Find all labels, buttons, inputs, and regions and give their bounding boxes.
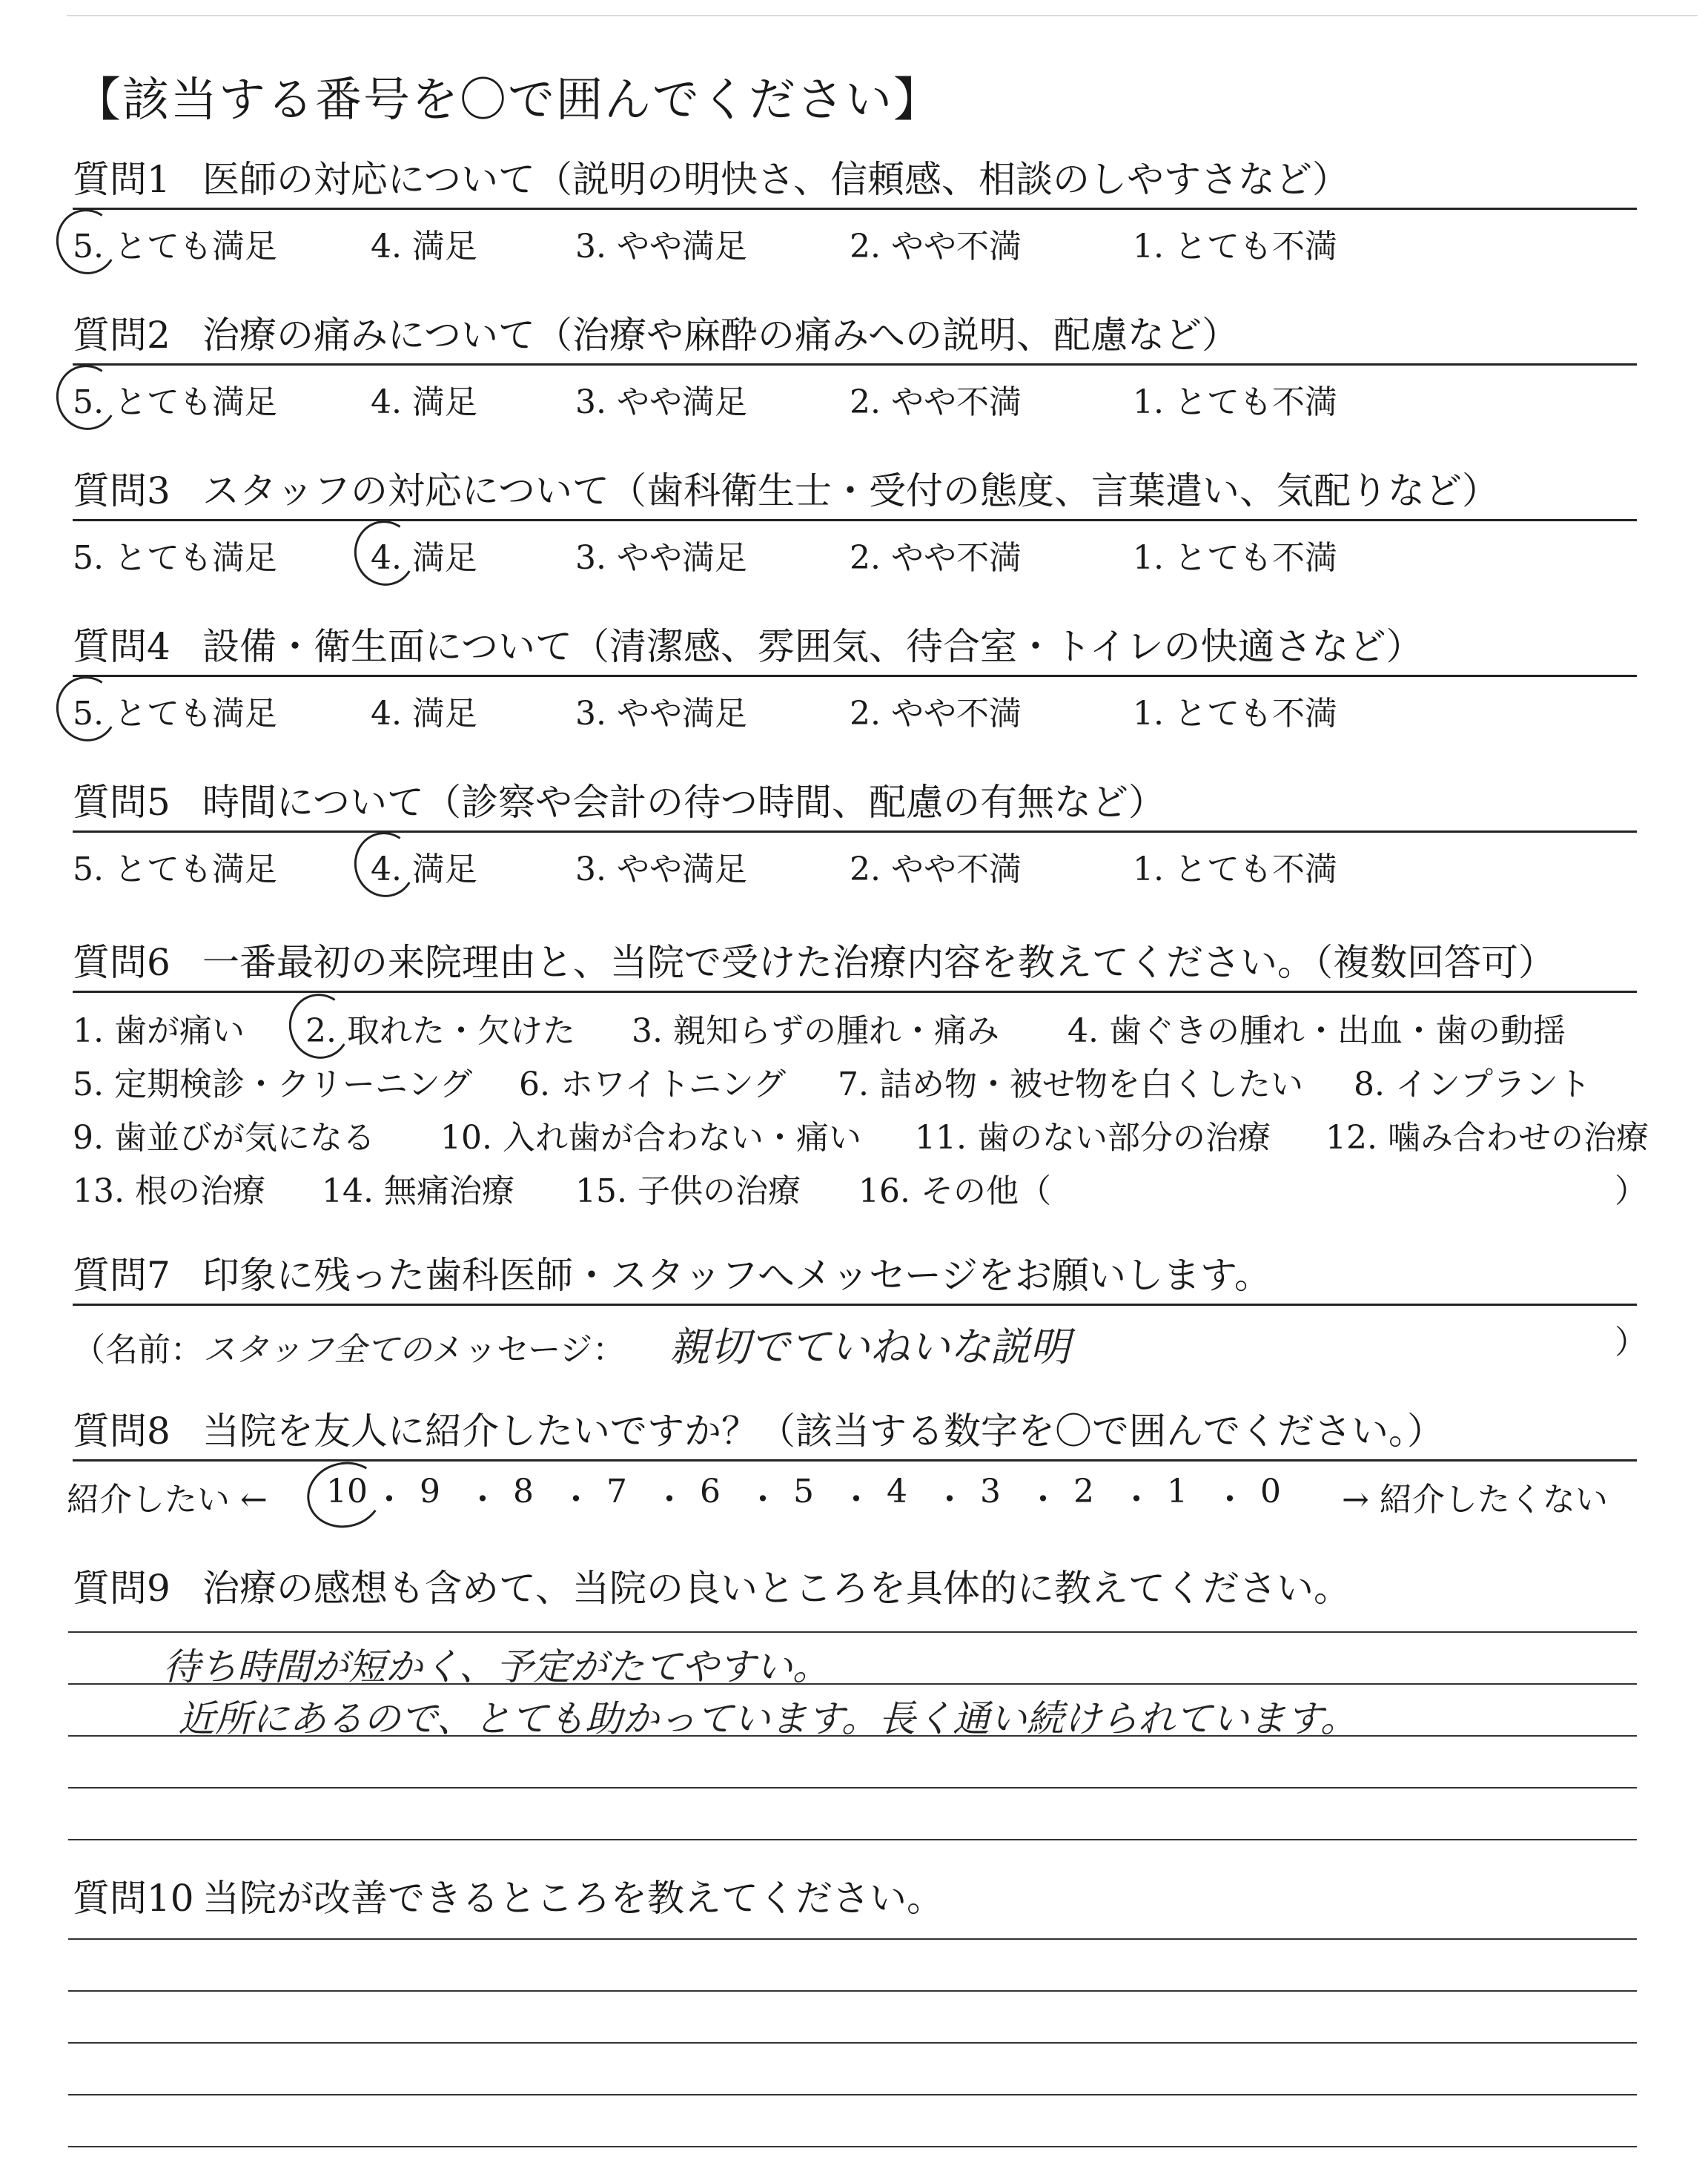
question-number: 質問5 bbox=[73, 781, 171, 824]
rating-option-label: 5. とても満足 bbox=[73, 851, 277, 888]
scale-value-label: 8 bbox=[513, 1473, 534, 1510]
answer-line bbox=[68, 2146, 1637, 2147]
message-label: メッセージ： bbox=[431, 1331, 626, 1369]
rating-option-label: 4. 満足 bbox=[371, 695, 477, 733]
q6-row bbox=[0, 1004, 1708, 1057]
rating-options bbox=[0, 219, 1708, 264]
question-1-title bbox=[73, 157, 1637, 210]
name-value[interactable]: スタッフ全ての bbox=[203, 1331, 431, 1369]
question-text: 治療の痛みについて（治療や麻酔の痛みへの説明、配慮など） bbox=[202, 314, 1239, 357]
rating-option[interactable] bbox=[575, 531, 747, 578]
scale-value-label: 9 bbox=[420, 1473, 440, 1510]
scale-separator: ・ bbox=[1214, 1481, 1246, 1519]
rating-option[interactable] bbox=[371, 531, 477, 578]
question-text: 当院が改善できるところを教えてください。 bbox=[202, 1877, 944, 1920]
rating-option[interactable] bbox=[1133, 531, 1337, 578]
rating-option-label: 3. やや満足 bbox=[575, 383, 747, 421]
q6-option-7[interactable]: 7. 詰め物・被せ物を白くしたい bbox=[838, 1066, 1303, 1103]
q6-option-16-close: ） bbox=[1615, 1172, 1647, 1210]
rating-option-label: 5. とても満足 bbox=[73, 539, 277, 577]
message-value[interactable]: 親切でていねいな説明 bbox=[669, 1324, 1070, 1370]
rating-option[interactable] bbox=[73, 687, 277, 734]
scale-value-label: 3 bbox=[980, 1473, 1001, 1510]
rating-options bbox=[0, 842, 1708, 887]
rating-option[interactable] bbox=[371, 219, 477, 267]
question-5-title bbox=[73, 780, 1637, 833]
selection-circle bbox=[50, 203, 124, 280]
question-10-title bbox=[73, 1876, 1637, 1926]
rating-option[interactable] bbox=[850, 219, 1022, 267]
rating-option-label: 1. とても不満 bbox=[1133, 851, 1337, 888]
selection-circle bbox=[348, 515, 422, 591]
question-number: 質問8 bbox=[73, 1410, 171, 1453]
question-2-title bbox=[73, 313, 1637, 366]
rating-option-label: 2. やや不満 bbox=[850, 228, 1022, 265]
rating-option-label: 2. やや不満 bbox=[850, 383, 1022, 421]
scale-value[interactable] bbox=[700, 1473, 721, 1510]
rating-options bbox=[0, 531, 1708, 575]
scale-separator: ・ bbox=[1027, 1481, 1059, 1519]
top-rule bbox=[67, 15, 1698, 16]
page-heading: 【該当する番号を〇で囲んでください】 bbox=[74, 73, 941, 127]
rating-option-label: 4. 満足 bbox=[371, 851, 477, 888]
rating-option[interactable] bbox=[73, 531, 277, 578]
question-text: スタッフの対応について（歯科衛生士・受付の態度、言葉遣い、気配りなど） bbox=[202, 469, 1499, 512]
rating-option[interactable] bbox=[850, 687, 1022, 734]
q6-option-2[interactable] bbox=[305, 1004, 575, 1051]
rating-option[interactable] bbox=[1133, 375, 1337, 423]
rating-option[interactable] bbox=[73, 375, 277, 423]
answer-line bbox=[68, 1990, 1637, 1992]
rating-option-label: 1. とても不満 bbox=[1133, 228, 1337, 265]
rating-option[interactable] bbox=[371, 687, 477, 734]
rating-options bbox=[0, 687, 1708, 731]
rating-option-label: 1. とても不満 bbox=[1133, 383, 1337, 421]
q6-row bbox=[0, 1164, 1708, 1218]
answer-text-line-1[interactable]: 待ち時間が短かく、予定がたてやすい。 bbox=[163, 1645, 830, 1688]
answer-line bbox=[68, 2094, 1637, 2095]
scale-separator: ・ bbox=[466, 1481, 499, 1519]
selection-circle bbox=[348, 826, 422, 902]
rating-option[interactable] bbox=[575, 375, 747, 423]
question-text: 一番最初の来院理由と、当院で受けた治療内容を教えてください。（複数回答可） bbox=[202, 941, 1555, 984]
q6-option-13[interactable]: 13. 根の治療 bbox=[73, 1172, 265, 1210]
rating-option[interactable] bbox=[1133, 687, 1337, 734]
question-number: 質問2 bbox=[73, 314, 171, 357]
scale-value[interactable] bbox=[1260, 1473, 1281, 1510]
rating-option[interactable] bbox=[1133, 219, 1337, 267]
scale-value[interactable] bbox=[513, 1473, 534, 1510]
rating-option-label: 2. やや不満 bbox=[850, 695, 1022, 733]
rating-options bbox=[0, 375, 1708, 420]
scale-value[interactable] bbox=[326, 1473, 368, 1510]
rating-option[interactable] bbox=[575, 687, 747, 734]
question-text: 当院を友人に紹介したいですか？（該当する数字を〇で囲んでください。） bbox=[202, 1410, 1444, 1453]
rating-option[interactable] bbox=[73, 219, 277, 267]
question-number: 質問10 bbox=[73, 1877, 194, 1920]
rating-option-label: 5. とても満足 bbox=[73, 695, 277, 733]
scale-value-label: 7 bbox=[606, 1473, 627, 1510]
question-4-title bbox=[73, 624, 1637, 677]
rating-option[interactable] bbox=[575, 842, 747, 890]
question-6-title bbox=[73, 940, 1637, 993]
scale-separator: ・ bbox=[933, 1481, 966, 1519]
name-label: （名前： bbox=[73, 1331, 203, 1369]
answer-line bbox=[68, 1631, 1637, 1633]
question-text: 時間について（診察や会計の待つ時間、配慮の有無など） bbox=[202, 781, 1165, 824]
answer-line bbox=[68, 1839, 1637, 1840]
scale-value[interactable] bbox=[980, 1473, 1001, 1510]
scale-separator: ・ bbox=[653, 1481, 686, 1519]
answer-line bbox=[68, 1787, 1637, 1789]
q6-option-9[interactable]: 9. 歯並びが気になる bbox=[73, 1119, 375, 1157]
rating-option-label: 4. 満足 bbox=[371, 539, 477, 577]
question-number: 質問1 bbox=[73, 158, 171, 201]
q6-option-6[interactable]: 6. ホワイトニング bbox=[519, 1066, 787, 1103]
rating-option-label: 1. とても不満 bbox=[1133, 539, 1337, 577]
scale-separator: ・ bbox=[560, 1481, 592, 1519]
rating-option-label: 4. 満足 bbox=[371, 383, 477, 421]
scale-value-label: 10 bbox=[326, 1473, 368, 1510]
q6-row bbox=[0, 1111, 1708, 1164]
q6-option-14[interactable]: 14. 無痛治療 bbox=[322, 1172, 514, 1210]
rating-option-label: 2. やや不満 bbox=[850, 539, 1022, 577]
q7-message-row bbox=[73, 1315, 1647, 1373]
question-8-title bbox=[73, 1409, 1637, 1462]
q6-option-3[interactable]: 3. 親知らずの腫れ・痛み bbox=[632, 1012, 999, 1050]
selection-circle bbox=[50, 359, 124, 435]
rating-option-label: 1. とても不満 bbox=[1133, 695, 1337, 733]
answer-text-line-2[interactable]: 近所にあるので、とても助かっています。長く通い続けられています。 bbox=[178, 1697, 1357, 1740]
rating-option-label: 5. とても満足 bbox=[73, 228, 277, 265]
close-paren: ） bbox=[1615, 1324, 1647, 1361]
q6-row bbox=[0, 1057, 1708, 1111]
scale-value-label: 0 bbox=[1260, 1473, 1281, 1510]
answer-line bbox=[68, 2042, 1637, 2044]
rating-option[interactable] bbox=[850, 531, 1022, 578]
rating-option-label: 2. やや不満 bbox=[850, 851, 1022, 888]
scale-value-label: 2 bbox=[1073, 1473, 1094, 1510]
question-text: 設備・衛生面について（清潔感、雰囲気、待合室・トイレの快適さなど） bbox=[202, 625, 1423, 668]
scale-value[interactable] bbox=[606, 1473, 627, 1510]
q6-option-1[interactable]: 1. 歯が痛い bbox=[73, 1012, 245, 1050]
q6-option-11[interactable]: 11. 歯のない部分の治療 bbox=[915, 1119, 1271, 1157]
question-text: 印象に残った歯科医師・スタッフへメッセージをお願いします。 bbox=[202, 1254, 1271, 1297]
scale-value-label: 6 bbox=[700, 1473, 721, 1510]
scale-separator: ・ bbox=[840, 1481, 873, 1519]
scale-separator: ・ bbox=[373, 1481, 406, 1519]
q6-option-5[interactable]: 5. 定期検診・クリーニング bbox=[73, 1066, 473, 1103]
question-number: 質問9 bbox=[73, 1567, 171, 1610]
question-number: 質問3 bbox=[73, 469, 171, 512]
q6-option-2-label: 2. 取れた・欠けた bbox=[305, 1012, 575, 1050]
question-9-title bbox=[73, 1566, 1637, 1616]
rating-option-label: 3. やや満足 bbox=[575, 695, 747, 733]
q6-option-8[interactable]: 8. インプラント bbox=[1354, 1066, 1591, 1103]
scale-value-label: 4 bbox=[887, 1473, 907, 1510]
rating-option-label: 3. やや満足 bbox=[575, 539, 747, 577]
question-7-title bbox=[73, 1253, 1637, 1306]
scale-separator: ・ bbox=[747, 1481, 779, 1519]
question-number: 質問4 bbox=[73, 625, 171, 668]
q6-options bbox=[0, 1004, 1708, 1218]
question-3-title bbox=[73, 469, 1637, 521]
scale-separator: ・ bbox=[1120, 1481, 1153, 1519]
question-number: 質問6 bbox=[73, 941, 171, 984]
question-number: 質問7 bbox=[73, 1254, 171, 1297]
selection-circle bbox=[283, 988, 357, 1064]
rating-option[interactable] bbox=[1133, 842, 1337, 890]
rating-option[interactable] bbox=[850, 375, 1022, 423]
scale-value[interactable] bbox=[1073, 1473, 1094, 1510]
q6-option-15[interactable]: 15. 子供の治療 bbox=[575, 1172, 801, 1210]
scale-right-label: → 紹介したくない bbox=[1342, 1481, 1608, 1519]
scale-value[interactable] bbox=[420, 1473, 440, 1510]
rating-option-label: 5. とても満足 bbox=[73, 383, 277, 421]
rating-option-label: 4. 満足 bbox=[371, 228, 477, 265]
q6-option-4[interactable]: 4. 歯ぐきの腫れ・出血・歯の動揺 bbox=[1068, 1012, 1566, 1050]
scale-value[interactable] bbox=[1167, 1473, 1188, 1510]
rating-option-label: 3. やや満足 bbox=[575, 851, 747, 888]
question-text: 医師の対応について（説明の明快さ、信頼感、相談のしやすさなど） bbox=[202, 158, 1349, 201]
rating-option[interactable] bbox=[371, 842, 477, 890]
scale-value-label: 1 bbox=[1167, 1473, 1188, 1510]
scale-left-label: 紹介したい ← bbox=[67, 1481, 268, 1519]
rating-option[interactable] bbox=[73, 842, 277, 890]
answer-line bbox=[68, 1938, 1637, 1940]
scale-value[interactable] bbox=[887, 1473, 907, 1510]
q6-option-16[interactable]: 16. その他（ bbox=[858, 1172, 1051, 1210]
scale-value-label: 5 bbox=[793, 1473, 814, 1510]
question-text: 治療の感想も含めて、当院の良いところを具体的に教えてください。 bbox=[202, 1567, 1351, 1610]
rating-option[interactable] bbox=[850, 842, 1022, 890]
rating-option-label: 3. やや満足 bbox=[575, 228, 747, 265]
scale-value[interactable] bbox=[793, 1473, 814, 1510]
selection-circle bbox=[50, 670, 124, 747]
rating-option[interactable] bbox=[371, 375, 477, 423]
q6-option-12[interactable]: 12. 噛み合わせの治療 bbox=[1325, 1119, 1649, 1157]
rating-option[interactable] bbox=[575, 219, 747, 267]
q6-option-10[interactable]: 10. 入れ歯が合わない・痛い bbox=[440, 1119, 861, 1157]
